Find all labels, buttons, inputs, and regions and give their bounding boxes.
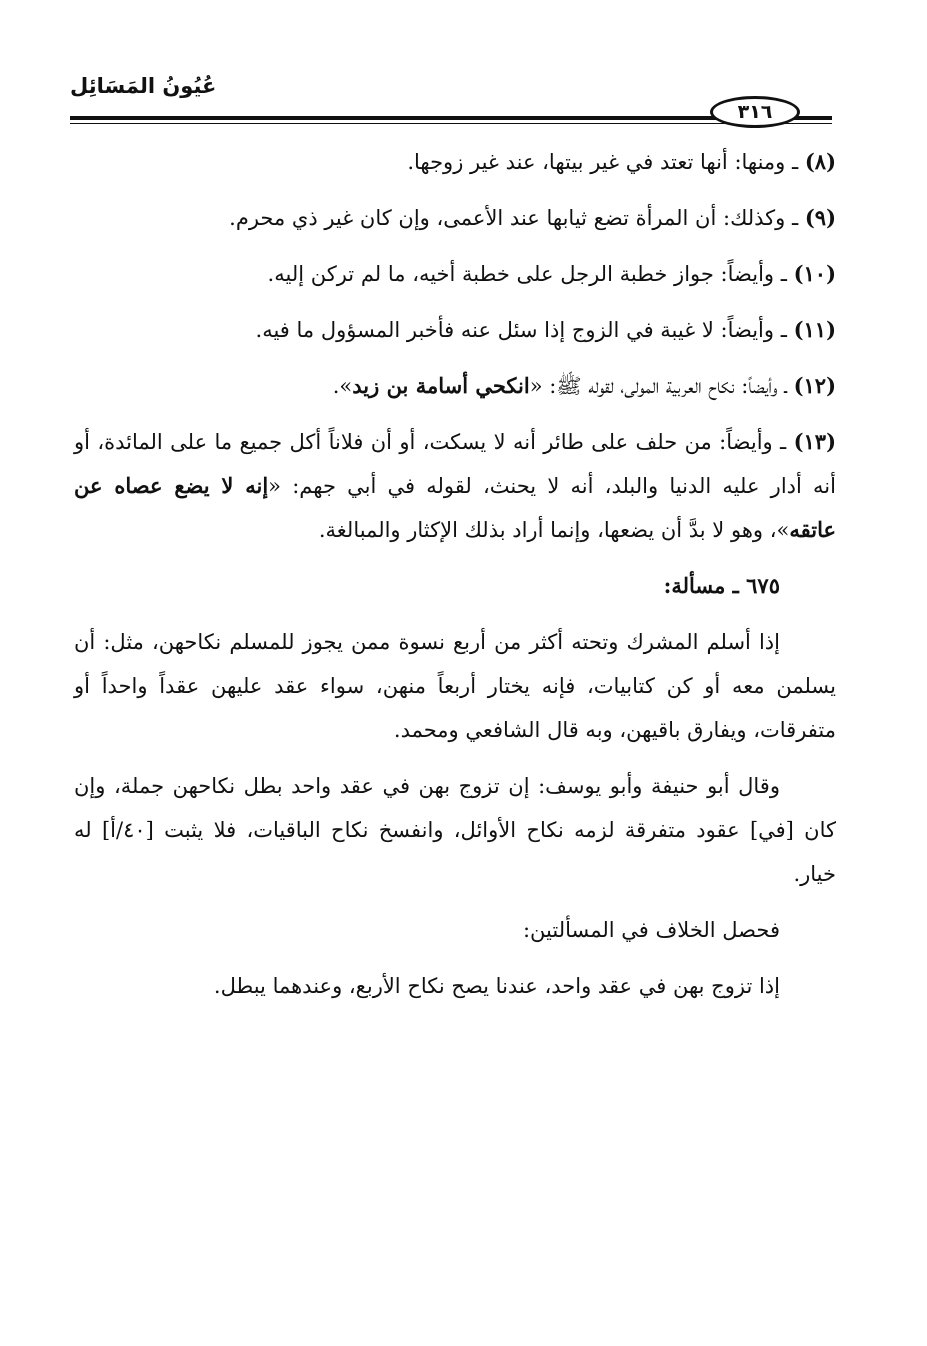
body-paragraph: إذا أسلم المشرك وتحته أكثر من أربع نسوة ممن يجوز للمسلم نكاحهن، مثل: أن يسلمن معه أو كن كتابيات، فإنه يختار أربعاً منهن، سواء عقد عليهن عقداً واحداً أو متفرقات، ويفارق باقيهن، وبه قال الشافعي ومحمد. (74, 630, 836, 742)
hadith-quote: إنه لا يضع عصاه عن عاتقه (74, 473, 836, 542)
item-text: ـ ومنها: أنها تعتد في غير بيتها، عند غير زوجها. (407, 150, 799, 174)
body-paragraph: إذا تزوج بهن في عقد واحد، عندنا يصح نكاح الأربع، وعندهما يبطل. (213, 974, 780, 998)
page-body (74, 140, 836, 1020)
item-text: ـ وأيضاً: من حلف على طائر أنه لا يسكت، أو أن فلاناً أكل جميع ما على المائدة، أو أنه أدار عليه الدنيا والبلد، أنه لا يحنث، لقوله في أبي جهم: « (74, 430, 836, 498)
section-heading: ٦٧٥ ـ مسألة: (663, 573, 780, 598)
item-text-end: »، وهو لا بدَّ أن يضعها، وإنما أراد بذلك الإكثار والمبالغة. (318, 518, 790, 542)
item-number: (١١) (793, 317, 836, 342)
running-title: عُيُونُ المَسَائِل (70, 74, 217, 98)
body-paragraph: وقال أبو حنيفة وأبو يوسف: إن تزوج بهن في عقد واحد بطل نكاحهن جملة، وإن كان [في] عقود متفرقة لزمه نكاح الأوائل، وانفسخ نكاح الباقيات، فلا يثبت [٤٠/أ] له خيار. (74, 774, 837, 886)
item-text: ـ وأيضاً: لا غيبة في الزوج إذا سئل عنه فأخبر المسؤول ما فيه. (255, 318, 787, 342)
item-text: ـ وأيضاً: جواز خطبة الرجل على خطبة أخيه، ما لم تركن إليه. (267, 262, 787, 286)
item-number: (١٣) (793, 429, 836, 454)
body-paragraph: فحصل الخلاف في المسألتين: (522, 918, 780, 942)
item-number: (١٠) (793, 261, 836, 286)
item-number: (٩) (804, 205, 836, 230)
item-text: ـ وأيضاً: نكاح العربية المولى، لقوله ﷺ: « (529, 374, 787, 398)
list-item (74, 364, 836, 408)
page-header (70, 68, 832, 132)
page-number: ٣١٦ (710, 96, 800, 128)
list-item (74, 252, 836, 296)
hadith-quote: انكحي أسامة بن زيد (352, 373, 530, 398)
item-text-end: ». (332, 374, 353, 398)
list-item (74, 196, 836, 240)
list-item (74, 308, 836, 352)
header-rule-thin (70, 123, 832, 124)
item-number: (١٢) (793, 373, 836, 398)
item-text: ـ وكذلك: أن المرأة تضع ثيابها عند الأعمى، وإن كان غير ذي محرم. (229, 206, 799, 230)
list-item (74, 420, 836, 552)
item-number: (٨) (804, 149, 836, 174)
list-item (74, 140, 836, 184)
